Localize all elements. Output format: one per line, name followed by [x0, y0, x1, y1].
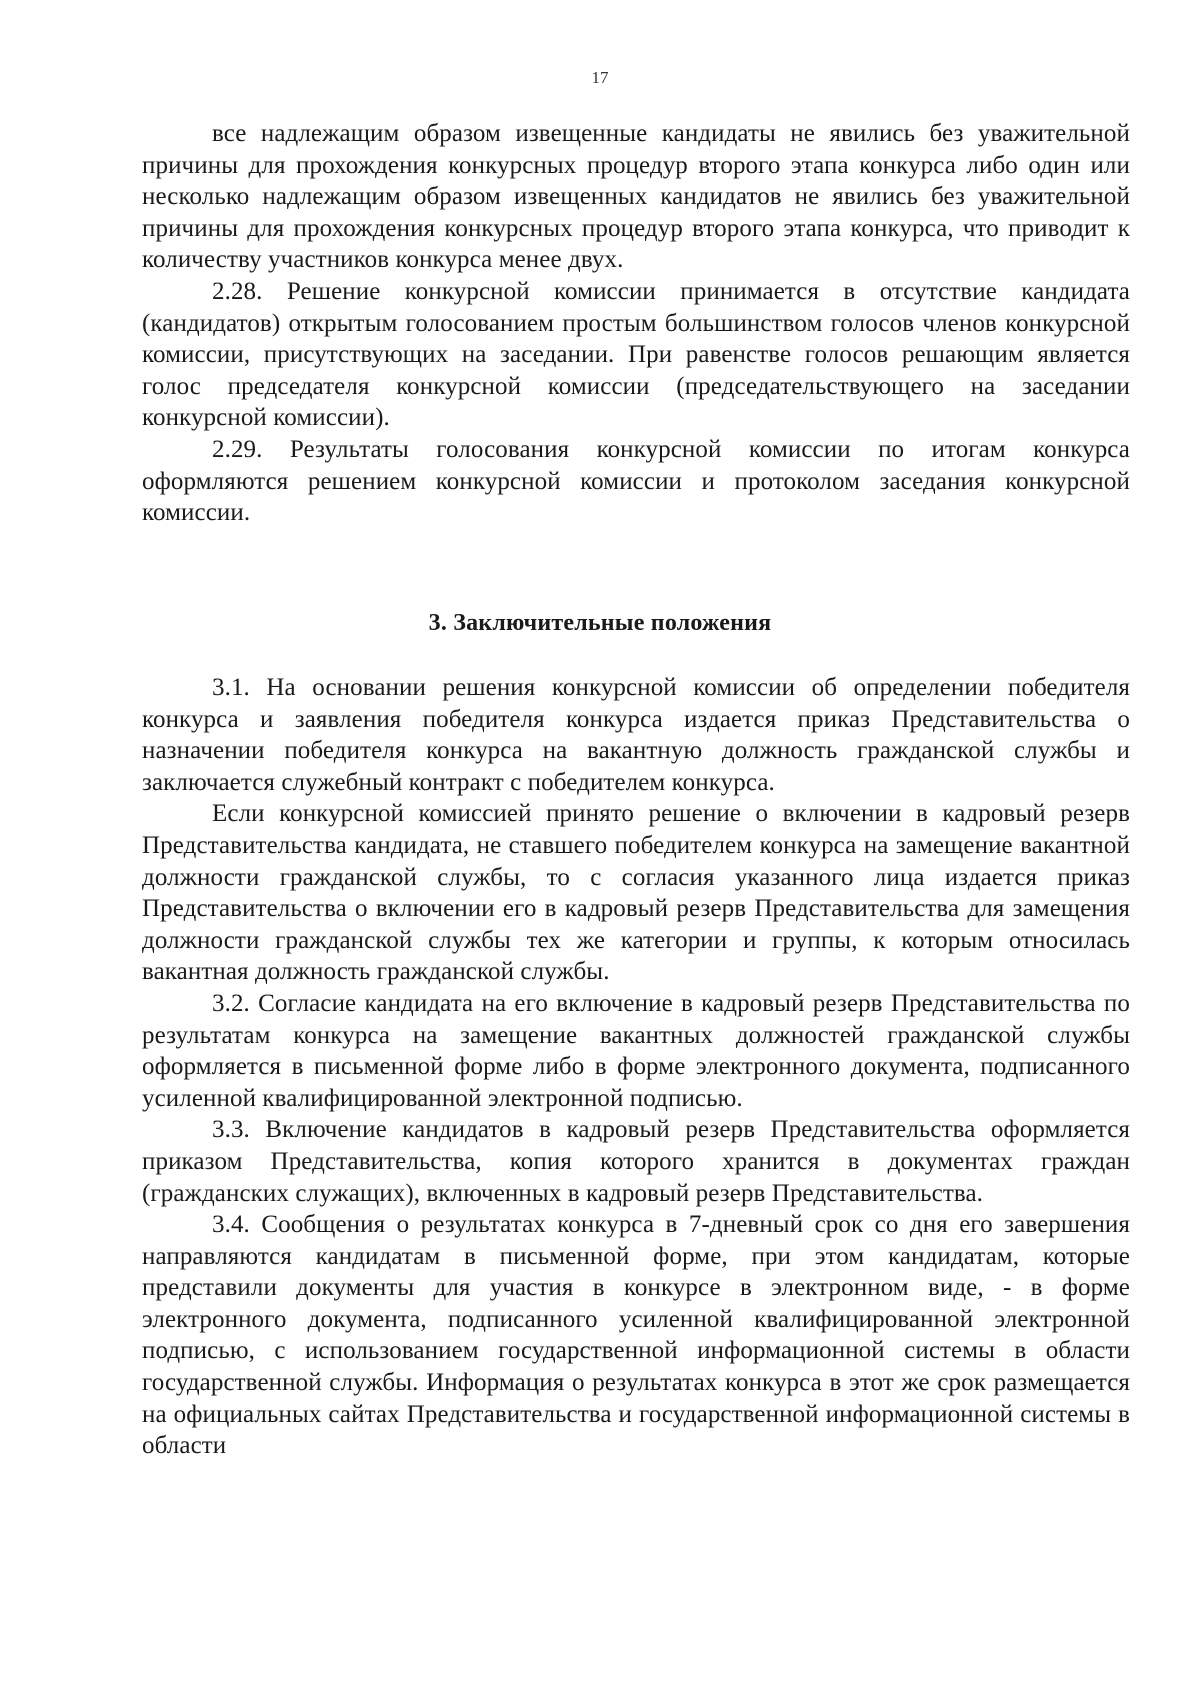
paragraph-3-2: 3.2. Согласие кандидата на его включение в кадровый резерв Представительства по результатам конкурса на замещение вакантных должностей гражданской службы оформляется в письменной форме либо в форме электронного документа, подписанного усиленной квалифицированной электронной подписью. — [142, 989, 1130, 1112]
paragraph-3-1: 3.1. На основании решения конкурсной комиссии об определении победителя конкурса и заявления победителя конкурса издается приказ Представительства о назначении победителя конкурса на вакантную должность гражданской службы и заключается служебный контракт с победителем конкурса. — [142, 674, 1130, 796]
section-3-body — [142, 672, 1130, 1462]
page-number: 17 — [591, 68, 609, 87]
paragraph-2-28: 2.28. Решение конкурсной комиссии принимается в отсутствие кандидата (кандидатов) открытым голосованием простым большинством голосов членов конкурсной комиссии, присутствующих на заседании. При равенстве голосов решающим является голос председателя конкурсной комиссии (председательствующего на заседании конкурсной комиссии). — [142, 277, 1130, 432]
paragraph-3-4: 3.4. Сообщения о результатах конкурса в 7-дневный срок со дня его завершения направляются кандидатам в письменной форме, при этом кандидатам, которые представили документы для участия в конкурсе в электронном виде, - в форме электронного документа, подписанного усиленной квалифицированной электронной подписью, с использованием государственной информационной системы в области государственной службы. Информация о результатах конкурса в этот же срок размещается на официальных сайтах Представительства и государственной информационной системы в области — [142, 1211, 1130, 1460]
paragraph-continuation: все надлежащим образом извещенные кандидаты не явились без уважительной причины для прохождения конкурсных процедур второго этапа конкурса либо один или несколько надлежащим образом извещенных кандидатов не явились без уважительной причины для прохождения конкурсных процедур второго этапа конкурса, что приводит к количеству участников конкурса менее двух. — [142, 120, 1130, 274]
paragraph-2-29: 2.29. Результаты голосования конкурсной комиссии по итогам конкурса оформляются решением конкурсной комиссии и протоколом заседания конкурсной комиссии. — [142, 435, 1130, 527]
paragraph-3-3: 3.3. Включение кандидатов в кадровый резерв Представительства оформляется приказом Представительства, копия которого хранится в документах граждан (гражданских служащих), включенных в кадровый резерв Представительства. — [142, 1116, 1130, 1207]
section-2-tail — [142, 118, 1130, 529]
paragraph-3-1-reserve: Если конкурсной комиссией принято решение о включении в кадровый резерв Представительства кандидата, не ставшего победителем конкурса на замещение вакантной должности гражданской службы, то с согласия указанного лица издается приказ Представительства о включении его в кадровый резерв Представительства для замещения должности гражданской службы тех же категории и группы, к которым относилась вакантная должность гражданской службы. — [142, 800, 1130, 986]
section-3-heading: 3. Заключительные положения — [428, 610, 772, 636]
